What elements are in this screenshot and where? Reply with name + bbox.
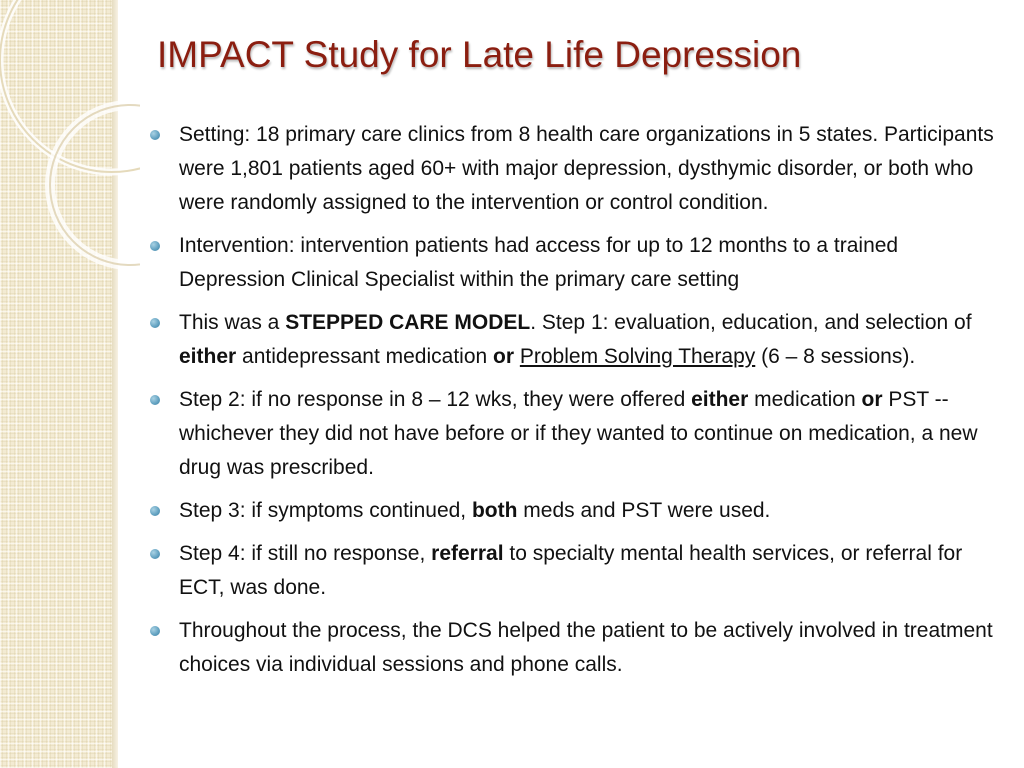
bullet-item bbox=[150, 229, 1000, 297]
bullet-item bbox=[150, 383, 1000, 485]
bullet-text: antidepressant medication bbox=[236, 345, 494, 368]
bullet-item bbox=[150, 614, 1000, 682]
bullet-underlined-term: Problem Solving Therapy bbox=[519, 345, 756, 368]
bullet-text: (6 – 8 sessions). bbox=[755, 345, 916, 368]
bullet-dot-icon bbox=[150, 395, 160, 405]
bullet-text: Intervention: intervention patients had access for up to 12 months to a trained Depression Clinical Specialist within the primary care setting bbox=[179, 234, 899, 291]
bullet-text: medication bbox=[748, 388, 862, 411]
bullet-text: This was a bbox=[179, 311, 286, 334]
bullet-emphasis: or bbox=[493, 345, 515, 368]
decorative-rings-icon bbox=[0, 0, 140, 320]
bullet-dot-icon bbox=[150, 130, 160, 140]
slide-title: IMPACT Study for Late Life Depression bbox=[157, 34, 802, 75]
bullet-item bbox=[150, 118, 1000, 220]
bullet-emphasis: referral bbox=[431, 542, 504, 565]
bullet-text: Throughout the process, the DCS helped the patient to be actively involved in treatment choices via individual sessions and phone calls. bbox=[179, 619, 993, 676]
bullet-item bbox=[150, 537, 1000, 605]
bullet-dot-icon bbox=[150, 318, 160, 328]
bullet-text: PST -- whichever they did not have before or if they wanted to continue on medication, a new drug was prescribed. bbox=[179, 388, 978, 479]
bullet-text: meds and PST were used. bbox=[517, 499, 771, 522]
bullet-dot-icon bbox=[150, 506, 160, 516]
bullet-text: . Step 1: evaluation, education, and selection of bbox=[530, 311, 972, 334]
bullet-item bbox=[150, 306, 1000, 374]
bullet-item bbox=[150, 494, 1000, 528]
bullet-text: Step 4: if still no response, bbox=[179, 542, 432, 565]
bullet-text: Step 2: if no response in 8 – 12 wks, they were offered bbox=[179, 388, 692, 411]
bullet-dot-icon bbox=[150, 626, 160, 636]
bullet-emphasis: STEPPED CARE MODEL bbox=[285, 311, 531, 334]
bullet-emphasis: both bbox=[471, 499, 518, 522]
bullet-text: Setting: 18 primary care clinics from 8 health care organizations in 5 states. Participants were 1,801 patients aged 60+ with major depression, dysthymic disorder, or both who were randomly assigned to the intervention or control condition. bbox=[179, 123, 994, 214]
bullet-emphasis: or bbox=[861, 388, 883, 411]
bullet-text: to specialty mental health services, or referral for ECT, was done. bbox=[179, 542, 963, 599]
bullet-emphasis: either bbox=[691, 388, 749, 411]
bullet-dot-icon bbox=[150, 549, 160, 559]
bullet-dot-icon bbox=[150, 241, 160, 251]
bullet-list bbox=[150, 118, 1000, 682]
bullet-emphasis: either bbox=[179, 345, 237, 368]
bullet-text: Step 3: if symptoms continued, bbox=[179, 499, 472, 522]
